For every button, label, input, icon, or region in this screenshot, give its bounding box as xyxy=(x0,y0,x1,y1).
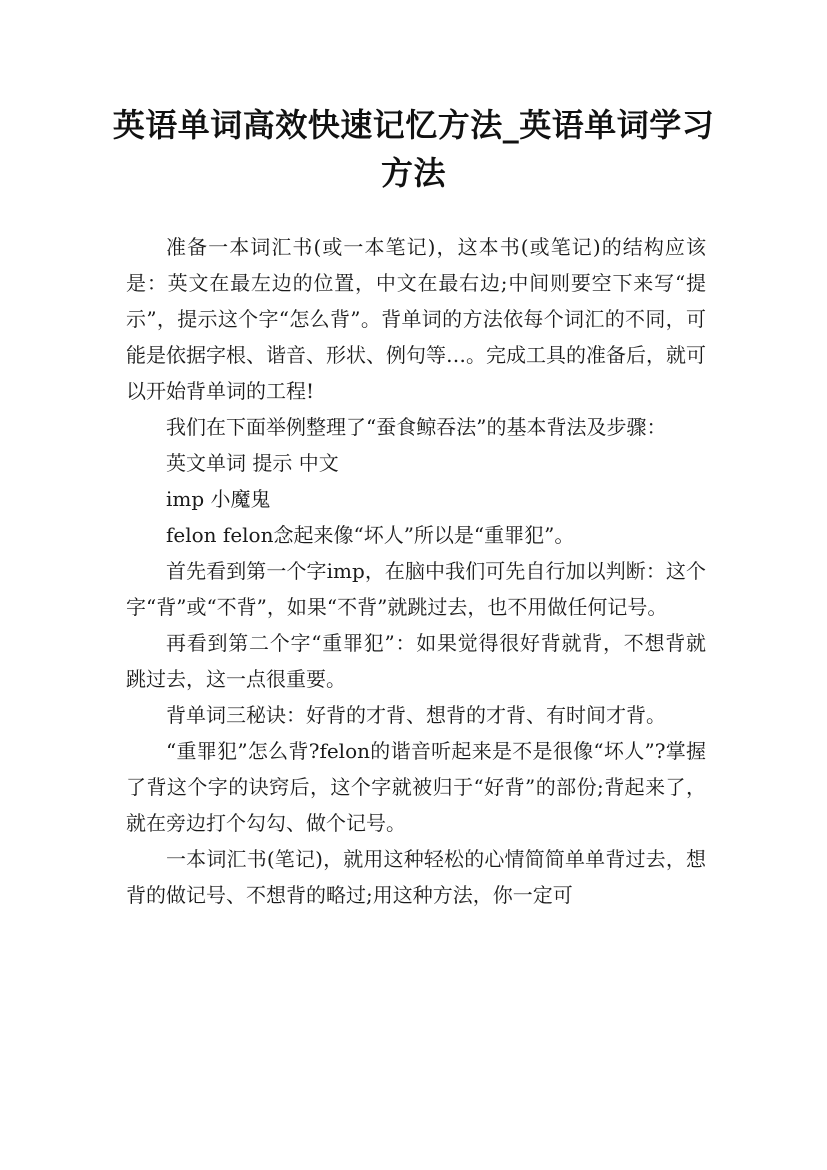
paragraph: 一本词汇书(笔记)，就用这种轻松的心情简简单单背过去，想背的做记号、不想背的略过;用这种方法，你一定可 xyxy=(126,847,706,907)
paragraph: imp 小魔鬼 xyxy=(166,487,271,511)
document-body xyxy=(126,229,706,913)
paragraph: felon felon念起来像“坏人”所以是“重罪犯”。 xyxy=(166,523,575,547)
paragraph: 首先看到第一个字imp，在脑中我们可先自行加以判断：这个字“背”或“不背”，如果“不背”就跳过去，也不用做任何记号。 xyxy=(126,559,706,619)
paragraph: 英文单词 提示 中文 xyxy=(166,451,339,475)
paragraph: 再看到第二个字“重罪犯”：如果觉得很好背就背，不想背就跳过去，这一点很重要。 xyxy=(126,631,706,691)
paragraph: 背单词三秘诀：好背的才背、想背的才背、有时间才背。 xyxy=(166,703,666,727)
paragraph: 准备一本词汇书(或一本笔记)，这本书(或笔记)的结构应该是：英文在最左边的位置，中文在最右边;中间则要空下来写“提示”，提示这个字“怎么背”。背单词的方法依每个词汇的不同，可能是依据字根、谐音、形状、例句等…。完成工具的准备后，就可以开始背单词的工程! xyxy=(126,235,706,403)
paragraph: “重罪犯”怎么背?felon的谐音听起来是不是很像“坏人”?掌握了背这个字的诀窍后，这个字就被归于“好背”的部份;背起来了，就在旁边打个勾勾、做个记号。 xyxy=(126,739,706,835)
document-title: 英语单词高效快速记忆方法_英语单词学习方法 xyxy=(112,106,715,192)
paragraph: 我们在下面举例整理了“蚕食鲸吞法”的基本背法及步骤： xyxy=(166,415,667,439)
